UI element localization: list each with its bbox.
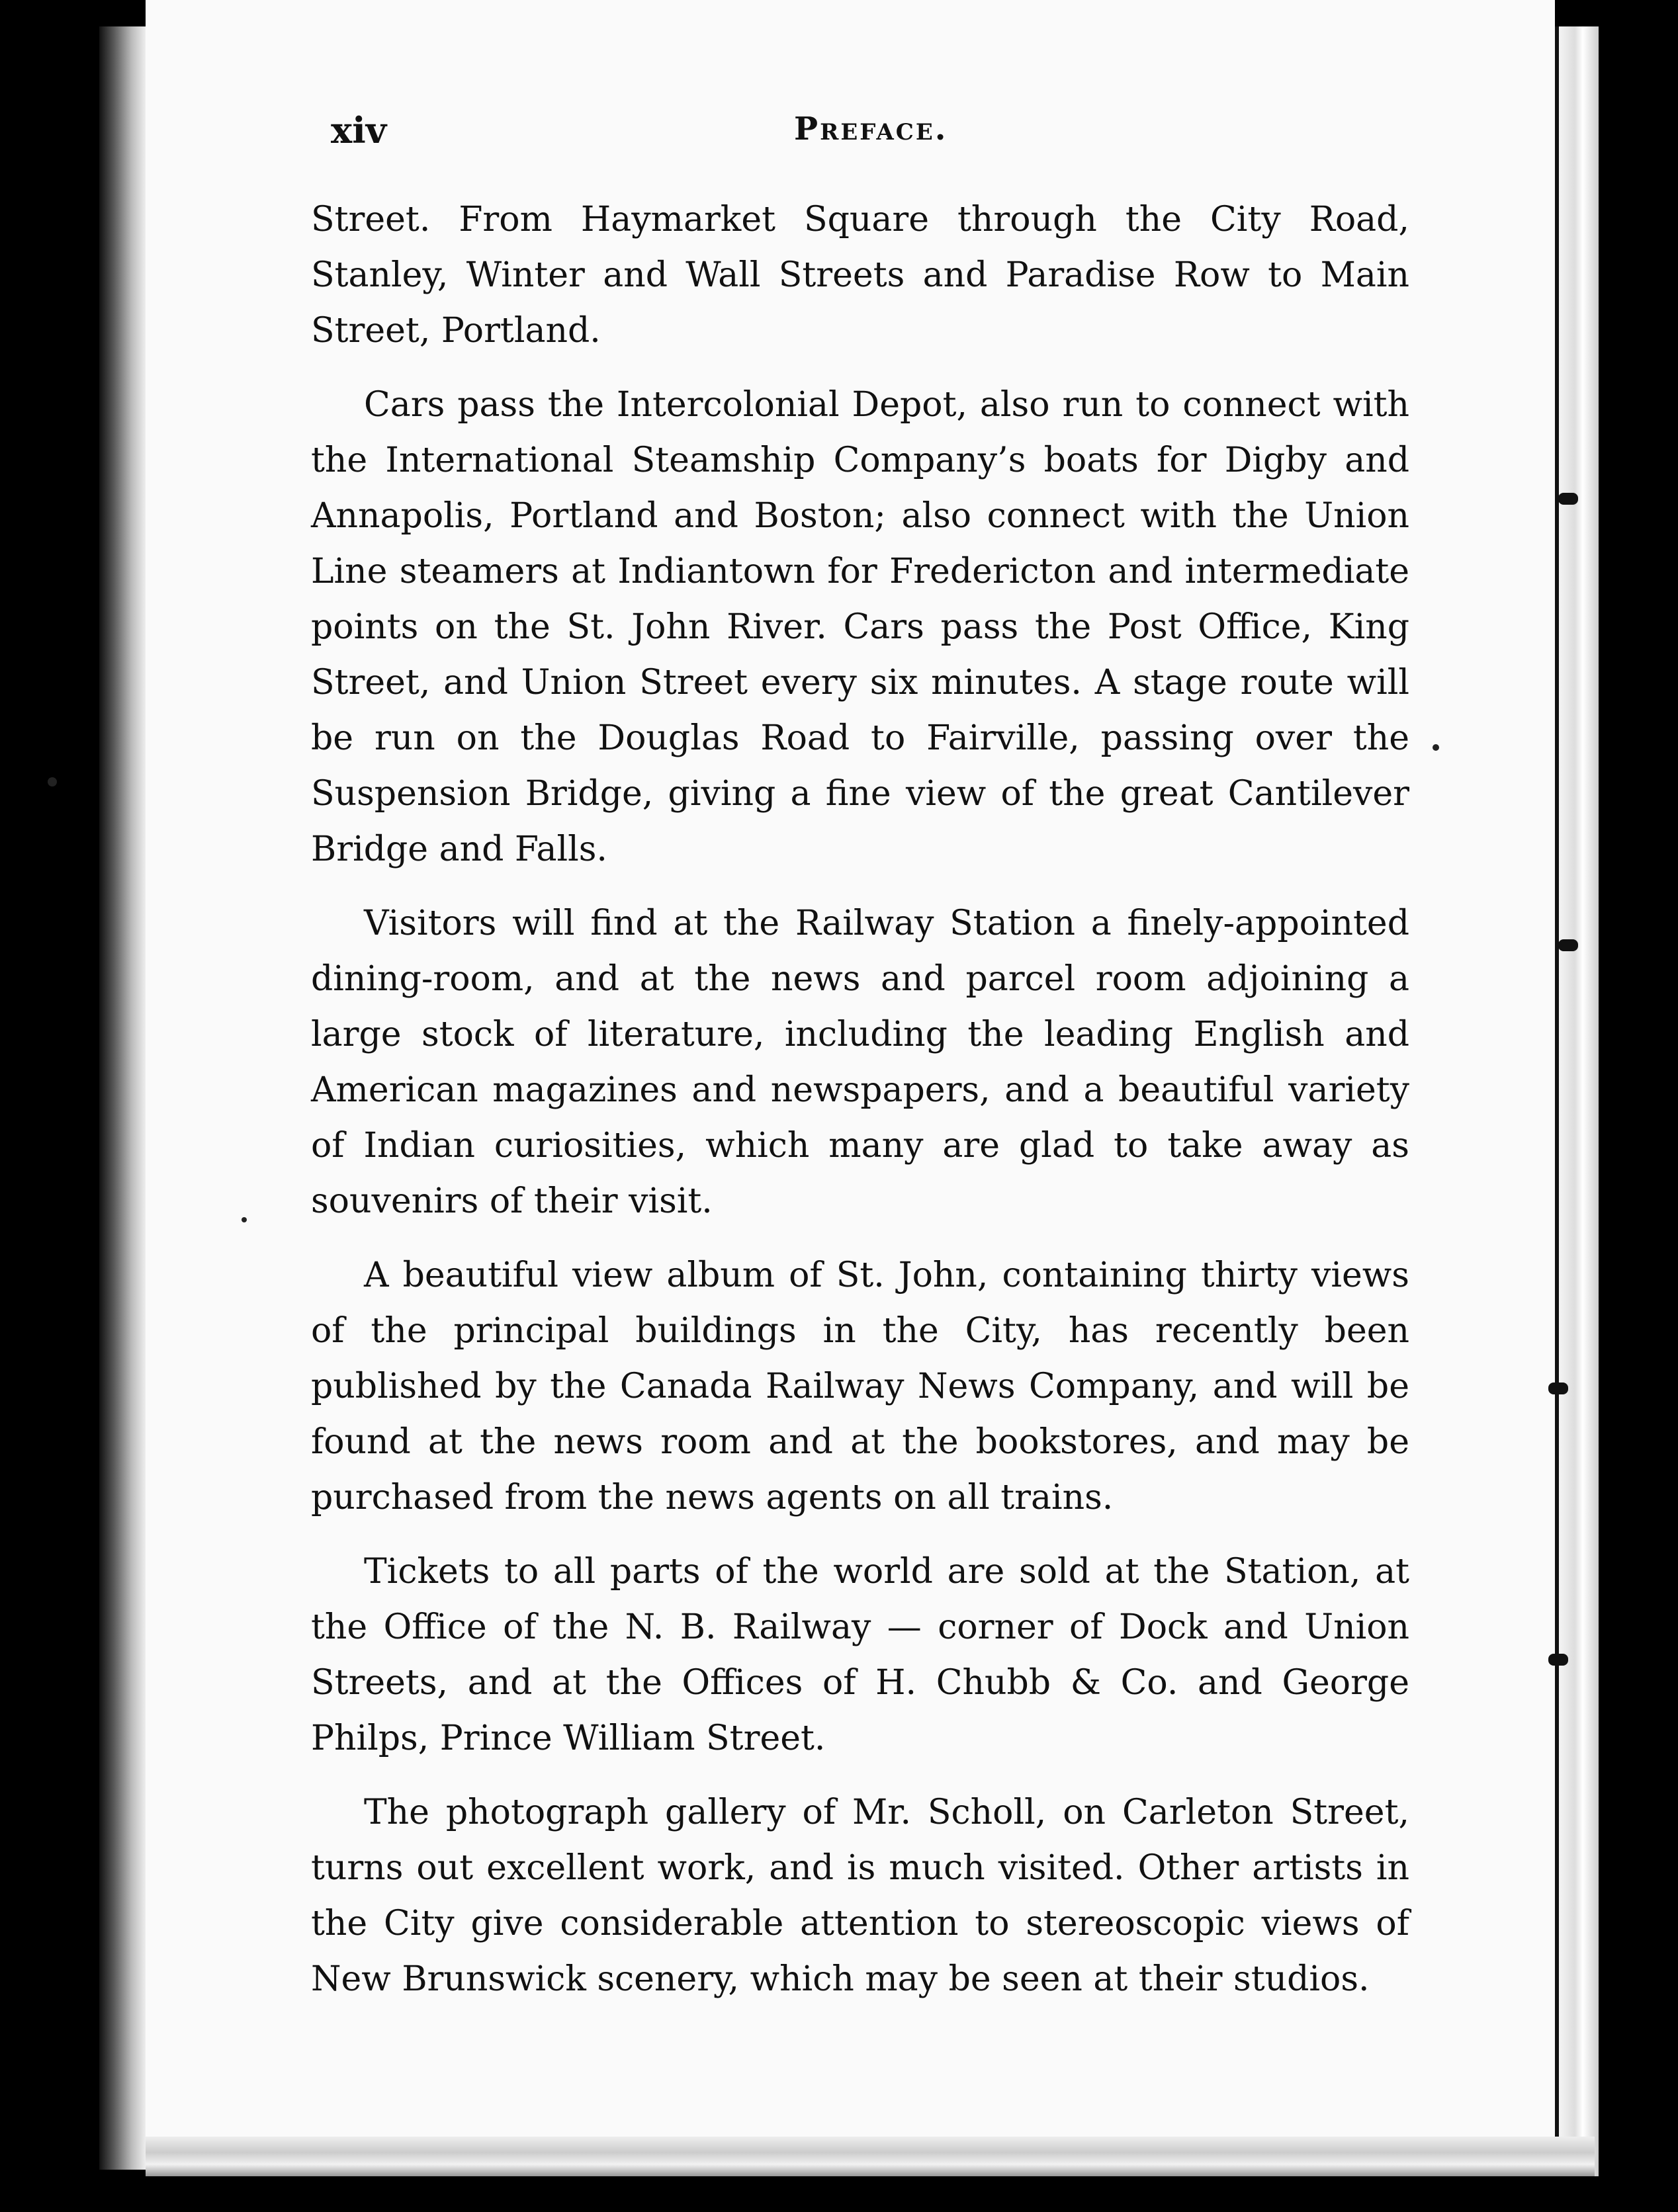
left-page-edge (99, 26, 146, 2170)
paragraph-continuation: Street. From Haymarket Square through the City Road, Stanley, Winter and Wall Streets and Paradise Row to Main Street, Portland. (311, 200, 1409, 351)
page-header (331, 109, 1429, 162)
scan-speck (48, 777, 57, 787)
body-text (311, 192, 1409, 2025)
paragraph-view-album: A beautiful view album of St. John, containing thirty views of the principal buildings in the City, has recently been published by the Canada Railway News Company, and will be found at the news room and at the bookstores, and may be purchased from the news agents on all trains. (311, 1255, 1409, 1517)
page-number: xiv (331, 109, 387, 151)
binding-mark (1548, 1382, 1568, 1394)
paragraph-photograph-gallery: The photograph gallery of Mr. Scholl, on Carleton Street, turns out excellent work, and is much visited. Other artists in the City give considerable attention to stereoscopic views of New Brunswick scenery, which may be seen at their studios. (311, 1793, 1409, 1999)
paragraph-tickets: Tickets to all parts of the world are sold at the Station, at the Office of the N. B. Railway — corner of Dock and Union Streets, and at the Offices of H. Chubb & Co. and George Philps, Prince William Street. (311, 1552, 1409, 1758)
scan-speck (242, 1217, 247, 1222)
binding-mark (1558, 939, 1578, 951)
bottom-page-edge (146, 2137, 1595, 2176)
paragraph-railway-station: Visitors will find at the Railway Station a finely-appointed dining-room, and at the news and parcel room adjoining a large stock of literature, including the leading English and American magazines and newspapers, and a beautiful variety of Indian curiosities, which many are glad to take away as souvenirs of their visit. (311, 904, 1409, 1221)
paragraph-street-cars: Cars pass the Intercolonial Depot, also run to connect with the International Steamship Company’s boats for Digby and Annapolis, Portland and Boston; also connect with the Union Line steamers at Indiantown for Fredericton and intermediate points on the St. John River. Cars pass the Post Office, King Street, and Union Street every six minutes. A stage route will be run on the Douglas Road to Fairville, passing over the Suspension Bridge, giving a fine view of the great Cantilever Bridge and Falls. (311, 385, 1409, 869)
running-title: Preface. (794, 110, 948, 148)
binding-mark (1548, 1654, 1568, 1666)
binding-mark (1558, 493, 1578, 505)
scan-speck (1433, 744, 1439, 751)
right-page-edge (1555, 26, 1599, 2176)
